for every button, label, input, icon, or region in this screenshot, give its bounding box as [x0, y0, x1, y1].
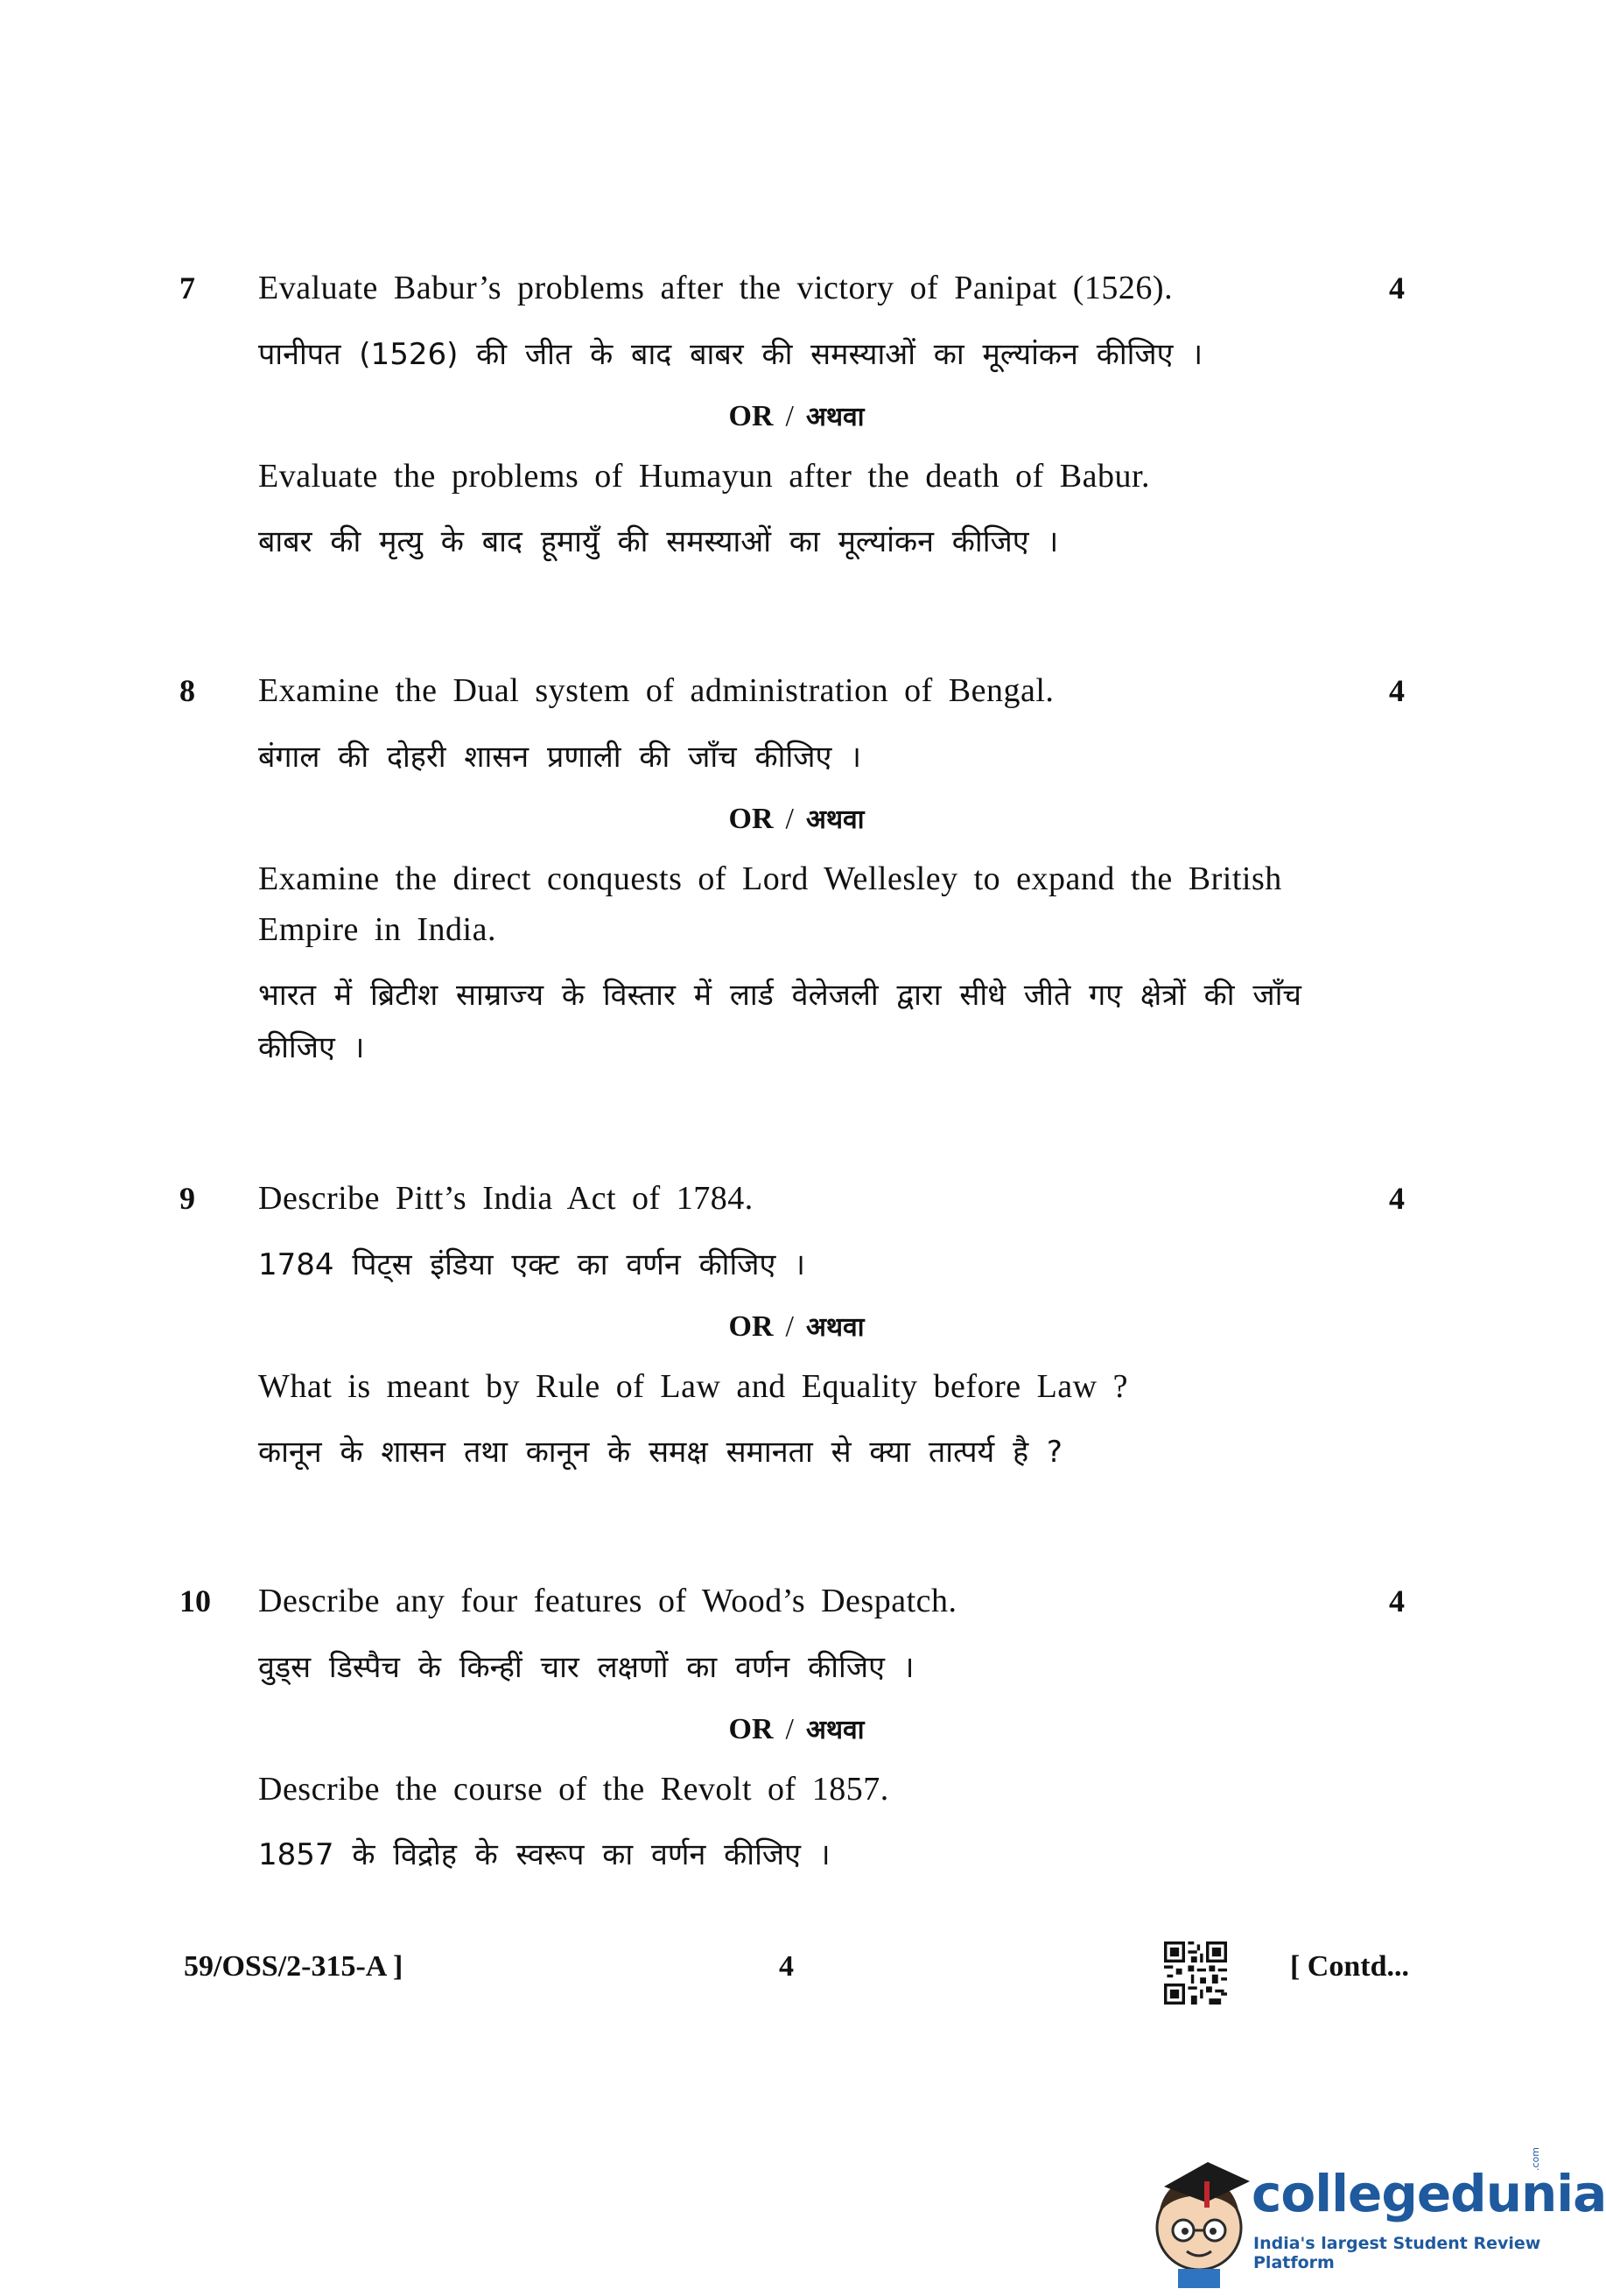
question-number: 8	[179, 673, 195, 708]
question-text-hindi: वुड्स डिस्पैच के किन्हीं चार लक्षणों का वर्णन कीजिए ।	[258, 1650, 915, 1685]
or-label: OR	[728, 803, 774, 835]
continued-label: [ Contd...	[1289, 1950, 1409, 1983]
alternative-question-hindi: 1857 के विद्रोह के स्वरूप का वर्णन कीजिए ।	[258, 1837, 831, 1872]
question-8	[179, 665, 1405, 1074]
question-number: 7	[179, 270, 195, 305]
or-slash: /	[785, 1310, 794, 1343]
or-label: OR	[728, 1713, 774, 1745]
question-text-hindi: पानीपत (1526) की जीत के बाद बाबर की समस्याओं का मूल्यांकन कीजिए ।	[258, 337, 1203, 372]
or-hindi-label: अथवा	[805, 1715, 865, 1745]
or-slash: /	[785, 803, 794, 835]
paper-code: 59/OSS/2-315-A ]	[184, 1950, 403, 1983]
collegedunia-brand-text: collegedunia	[1252, 2164, 1606, 2223]
or-slash: /	[785, 1713, 794, 1745]
or-hindi-label: अथवा	[805, 804, 865, 835]
alternative-question-english: Evaluate the problems of Humayun after the death of Babur.	[258, 458, 1151, 495]
question-marks: 4	[1389, 270, 1405, 305]
collegedunia-tagline: India's largest Student Review Platform	[1253, 2234, 1541, 2272]
or-separator	[258, 397, 1335, 433]
question-text-english: Describe any four features of Wood’s Despatch.	[258, 1583, 957, 1619]
question-9	[179, 1173, 1405, 1478]
question-number: 10	[179, 1583, 211, 1618]
question-text-hindi: 1784 पिट्स इंडिया एक्ट का वर्णन कीजिए ।	[258, 1247, 806, 1282]
alternative-question-hindi: बाबर की मृत्यु के बाद हूमायुँ की समस्याओं का मूल्यांकन कीजिए ।	[258, 524, 1059, 559]
or-hindi-label: अथवा	[805, 402, 865, 432]
question-marks: 4	[1389, 1181, 1405, 1216]
or-separator	[258, 1308, 1335, 1344]
page-number: 4	[779, 1950, 794, 1983]
question-marks: 4	[1389, 1583, 1405, 1618]
alternative-question-english: What is meant by Rule of Law and Equality before Law ?	[258, 1368, 1128, 1405]
question-10	[179, 1576, 1405, 1881]
or-label: OR	[728, 400, 774, 432]
question-text-english: Evaluate Babur’s problems after the victory of Panipat (1526).	[258, 270, 1174, 306]
collegedunia-domain-suffix: .com	[1530, 2147, 1541, 2171]
question-7	[179, 263, 1405, 568]
question-text-english: Examine the Dual system of administration of Bengal.	[258, 672, 1055, 709]
question-text-hindi: बंगाल की दोहरी शासन प्रणाली की जाँच कीजिए ।	[258, 740, 861, 775]
or-separator	[258, 800, 1335, 836]
or-separator	[258, 1710, 1335, 1746]
alternative-question-hindi: कानून के शासन तथा कानून के समक्ष समानता से क्या तात्पर्य है ?	[258, 1435, 1062, 1470]
question-number: 9	[179, 1181, 195, 1216]
question-marks: 4	[1389, 673, 1405, 708]
alternative-question-hindi: भारत में ब्रिटीश साम्राज्य के विस्तार में लार्ड वेलेजली द्वारा सीधे जीते गए क्षेत्रों की जाँच कीजिए ।	[258, 978, 1301, 1065]
alternative-question-english: Describe the course of the Revolt of 1857.	[258, 1771, 889, 1808]
or-slash: /	[785, 400, 794, 432]
alternative-question-english: Examine the direct conquests of Lord Wellesley to expand the British Empire in India.	[258, 860, 1282, 948]
qr-code-icon	[1164, 1941, 1227, 2005]
question-text-english: Describe Pitt’s India Act of 1784.	[258, 1180, 754, 1217]
or-label: OR	[728, 1310, 774, 1343]
or-hindi-label: अथवा	[805, 1312, 865, 1343]
